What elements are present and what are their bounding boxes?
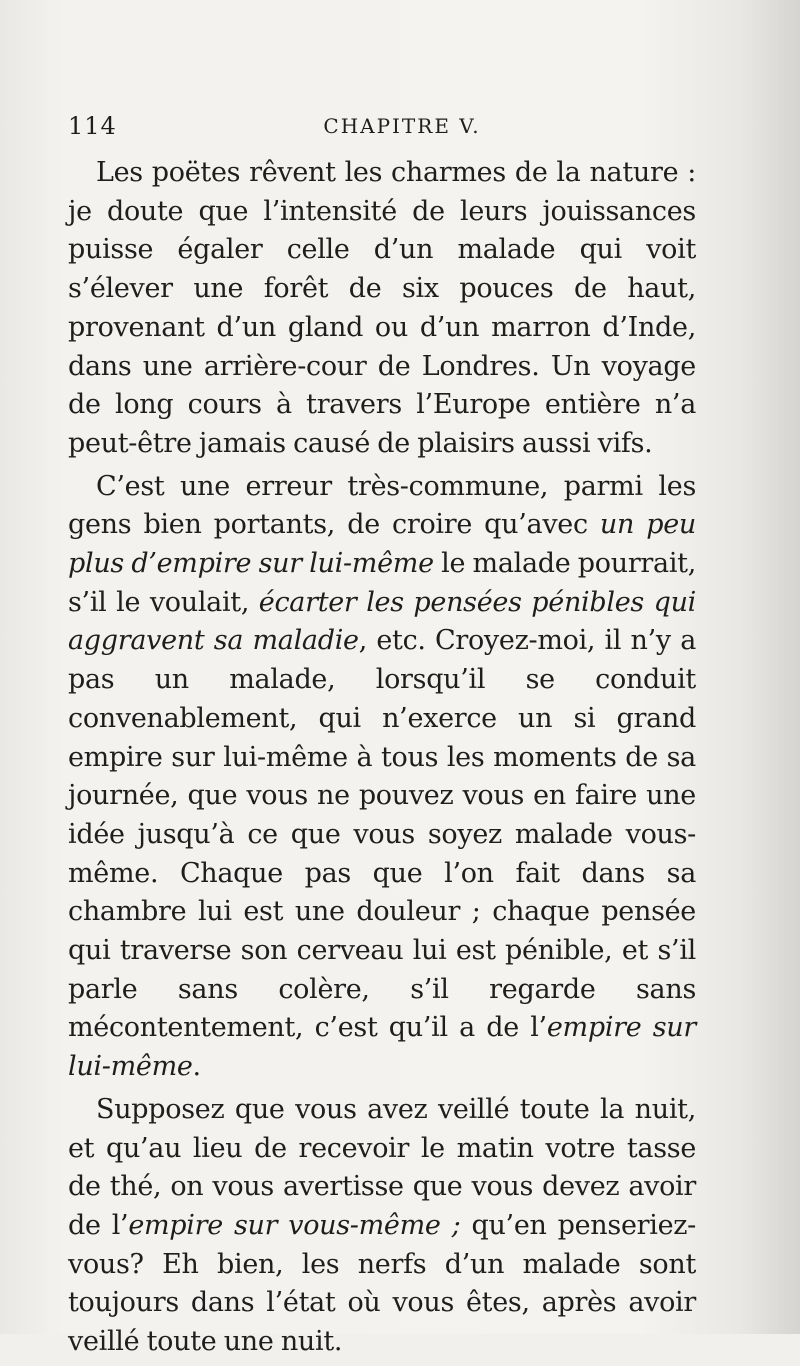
italic-phrase: empire sur vous-même ;	[128, 1209, 461, 1241]
text-segment: C’est une erreur très-commune, parmi les gens bien portants, de croire qu’avec	[68, 470, 696, 541]
text-segment: Les poëtes rêvent les charmes de la nature : je doute que l’intensité de leurs jouissances puisse égaler celle d’un malade qui voit s’élever une forêt de six pouces de haut, provenant d’un gland ou d’un marron d’Inde, dans une arrière-cour de Londres. Un voyage de long cours à travers l’Europe entière n’a peut-être jamais causé de plaisirs aussi vifs.	[68, 157, 696, 459]
chapter-title: CHAPITRE V.	[323, 114, 481, 138]
italic-phrase: écarter les pensées pénibles qui aggravent sa maladie	[68, 586, 696, 657]
italic-phrase: un peu plus d’empire sur lui-même	[68, 509, 696, 580]
paragraph-3	[68, 1091, 696, 1362]
running-head	[68, 112, 696, 144]
paragraph-1	[68, 154, 696, 464]
page-number: 114	[68, 112, 117, 140]
paragraph-2	[68, 468, 696, 1087]
text-segment: le malade pourrait, s’il le voulait,	[68, 548, 696, 618]
text-segment: , etc. Croyez-moi, il n’y a pas un malade, lorsqu’il se conduit convenablement, qui n’exerce un si grand empire sur lui-même à tous les moments de sa journée, que vous ne pouvez vous en faire une idée jusqu’à ce que vous soyez malade vous-même. Chaque pas que l’on fait dans sa chambre lui est une douleur ; chaque pensée qui traverse son cerveau lui est pénible, et s’il parle sans colère, s’il regarde sans mécontentement, c’est qu’il a de l’	[68, 625, 697, 1044]
body-text	[68, 154, 696, 1366]
text-segment: .	[192, 1051, 201, 1083]
text-segment: Supposez que vous avez veillé toute la nuit, et qu’au lieu de recevoir le matin votre tasse de thé, on vous avertisse que vous devez avoir de l’	[68, 1093, 696, 1241]
italic-phrase: empire sur lui-même	[68, 1012, 697, 1083]
text-segment: qu’en penseriez-vous? Eh bien, les nerfs d’un malade sont toujours dans l’état où vous êtes, après avoir veillé toute une nuit.	[68, 1209, 696, 1358]
